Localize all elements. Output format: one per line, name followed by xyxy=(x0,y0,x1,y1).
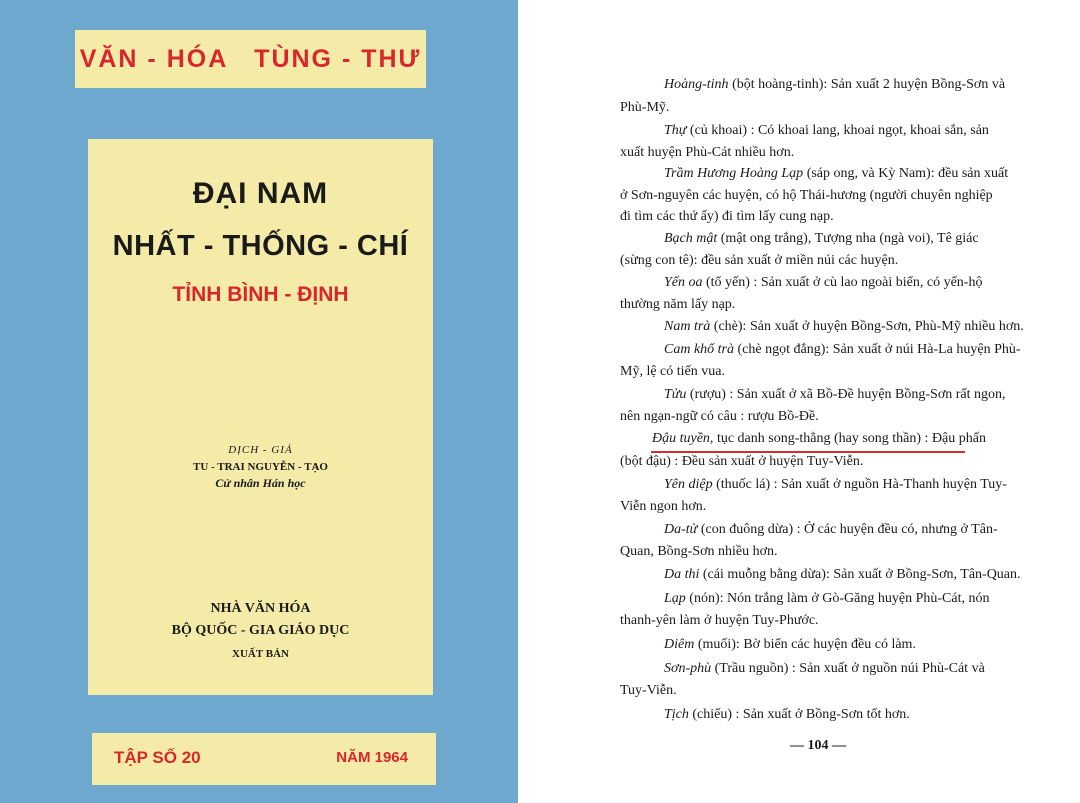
text-line: Yên diệp (thuốc lá) : Sản xuất ở nguồn Hà-Thanh huyện Tuy- xyxy=(664,477,1007,492)
red-underline-mark xyxy=(651,451,965,453)
publisher-line2: BỘ QUỐC - GIA GIÁO DỤC xyxy=(171,623,350,638)
text-line: Trầm Hương Hoàng Lạp (sáp ong, và Kỳ Nam): đều sản xuất xyxy=(664,166,1009,181)
publisher-line1: NHÀ VĂN HÓA xyxy=(210,601,311,616)
text-line: Đậu tuyền, tục danh song-thằng (hay song thần) : Đậu phấn xyxy=(652,431,986,446)
book-subtitle: TỈNH BÌNH - ĐỊNH xyxy=(172,283,349,306)
text-line: Hoàng-tinh (bột hoàng-tinh): Sản xuất 2 huyện Bồng-Sơn và xyxy=(664,77,1006,92)
text-line: Tuy-Viễn. xyxy=(620,683,677,698)
book-title-line2: NHẤT - THỐNG - CHÍ xyxy=(112,230,409,262)
translator-degree: Cử nhân Hán học xyxy=(215,476,306,490)
text-line: Bạch mật (mật ong trắng), Tượng nha (ngà voi), Tê giác xyxy=(664,231,979,246)
text-line: ở Sơn-nguyên các huyện, có hộ Thái-hương (người chuyên nghiệp xyxy=(620,188,993,203)
text-line: Thự (củ khoai) : Có khoai lang, khoai ngọt, khoai sắn, sản xyxy=(664,123,989,138)
text-line: Diêm (muối): Bờ biển các huyện đều có làm. xyxy=(664,637,916,652)
volume-band xyxy=(92,733,436,785)
text-line: đi tìm các thứ ấy) đi tìm lấy cung nạp. xyxy=(620,209,834,224)
text-line: Sơn-phù (Trầu nguồn) : Sản xuất ở nguồn núi Phù-Cát và xyxy=(664,661,985,676)
text-line: Cam khổ trà (chè ngọt đắng): Sản xuất ở núi Hà-La huyện Phù- xyxy=(664,342,1021,357)
text-line: Viễn ngon hơn. xyxy=(620,499,707,514)
book-cover xyxy=(0,0,518,803)
publication-year: NĂM 1964 xyxy=(336,749,408,766)
text-page xyxy=(580,0,1080,803)
page-number: — 104 — xyxy=(790,738,846,753)
publisher-line3: XUẤT BẢN xyxy=(232,648,289,660)
text-line: (bột đậu) : Đều sản xuất ở huyện Tuy-Viễn. xyxy=(620,454,864,469)
text-line: Yến oa (tổ yến) : Sản xuất ở cù lao ngoài biển, có yến-hộ xyxy=(664,275,983,290)
text-line: nên ngạn-ngữ có câu : rượu Bồ-Đề. xyxy=(620,409,819,424)
text-line: xuất huyện Phù-Cát nhiều hơn. xyxy=(620,145,795,160)
translator-name: TU - TRAI NGUYỄN - TẠO xyxy=(193,461,328,473)
text-line: Nam trà (chè): Sản xuất ở huyện Bồng-Sơn, Phù-Mỹ nhiều hơn. xyxy=(664,319,1024,334)
text-line: Mỹ, lệ có tiến vua. xyxy=(620,364,725,379)
publisher-block xyxy=(88,598,433,666)
translator-label: DỊCH - GIẢ xyxy=(228,444,293,456)
title-panel xyxy=(88,139,433,695)
text-line: Phù-Mỹ. xyxy=(620,100,670,115)
book-title-line1: ĐẠI NAM xyxy=(192,177,329,210)
series-title: VĂN - HÓA TÙNG - THƯ xyxy=(79,44,422,73)
text-line: (sừng con tê): đều sản xuất ở miền núi các huyện. xyxy=(620,253,899,268)
text-line: Tịch (chiếu) : Sản xuất ở Bồng-Sơn tốt hơn. xyxy=(664,707,910,722)
text-line: Tửu (rượu) : Sản xuất ở xã Bồ-Đề huyện Bồng-Sơn rất ngon, xyxy=(664,387,1006,402)
text-line: Lạp (nón): Nón trắng làm ở Gò-Găng huyện Phù-Cát, nón xyxy=(664,591,990,606)
text-line: thanh-yên làm ở huyện Tuy-Phước. xyxy=(620,613,819,628)
text-line: Quan, Bồng-Sơn nhiều hơn. xyxy=(620,544,778,559)
volume-number: TẬP SỐ 20 xyxy=(114,748,201,767)
text-line: thường năm lấy nạp. xyxy=(620,297,736,312)
translator-block xyxy=(88,441,433,491)
text-line: Da thi (cái muỗng bằng dừa): Sản xuất ở Bồng-Sơn, Tân-Quan. xyxy=(664,567,1021,582)
text-line: Da-tử (con đuông dừa) : Ở các huyện đều có, nhưng ở Tân- xyxy=(664,522,998,537)
series-band xyxy=(75,30,426,88)
